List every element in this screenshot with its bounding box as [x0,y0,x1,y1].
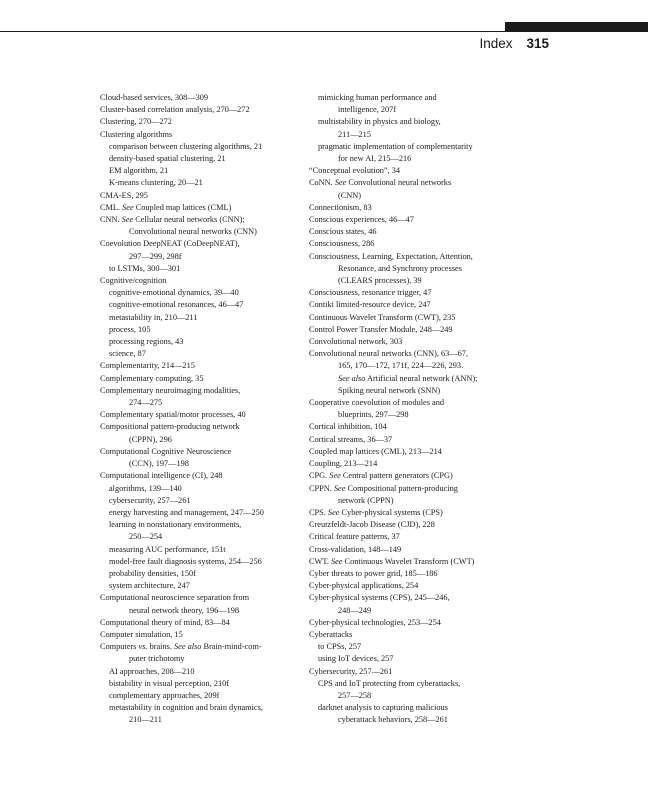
index-entry: Cluster-based correlation analysis, 270—272 [100,105,250,115]
index-entry: Complementary spatial/motor processes, 40 [100,410,246,420]
index-entry: Clustering, 270—272 [100,117,172,127]
index-entry: Computational theory of mind, 83—84 [100,617,230,627]
index-entry: darknet analysis to capturing malicious [318,703,448,713]
index-entry: processing regions, 43 [109,337,184,347]
index-entry: puter trichotomy [129,654,185,664]
index-entry: Critical feature patterns, 37 [309,532,400,542]
index-entry: (CPPN), 296 [129,434,172,444]
index-entry: CPS and IoT protecting from cyberattacks, [318,678,461,688]
index-entry: blueprints, 297—298 [338,410,409,420]
index-entry: 211—215 [338,129,371,139]
index-entry: (CLEARS processes), 39 [338,276,422,286]
index-entry: cognitive-emotional resonances, 46—47 [109,300,244,310]
index-entry: See also Artificial neural network (ANN); [338,373,478,383]
index-entry: CML. See Coupled map lattices (CML) [100,202,232,212]
index-entry: 165, 170—172, 171f, 224—226, 293. [338,361,464,371]
index-entry: metastability in cognition and brain dynamics, [109,703,263,713]
index-column-right [309,92,509,727]
index-entry: cybersecurity, 257—261 [109,495,191,505]
index-entry: Convolutional neural networks (CNN) [129,227,257,237]
index-entry: 274—275 [129,398,163,408]
index-entry: Conscious states, 46 [309,227,377,237]
index-entry: Computer simulation, 15 [100,629,183,639]
index-entry: CoNN. See Convolutional neural networks [309,178,452,188]
index-entry: neural network theory, 196—198 [129,605,240,615]
index-entry: Cyberattacks [309,629,353,639]
index-entry: Coevolution DeepNEAT (CoDeepNEAT), [100,239,240,249]
index-entry: Consciousness, 286 [309,239,375,249]
index-entry: learning in nonstationary environments, [109,520,242,530]
index-entry: for new AI, 215—216 [338,154,412,164]
index-entry: EM algorithm, 21 [109,166,169,176]
index-entry: Convolutional network, 303 [309,337,403,347]
index-entry: network (CPPN) [338,495,394,505]
index-entry: Cybersecurity, 257—261 [309,666,393,676]
index-entry: Resonance, and Synchrony processes [338,263,462,273]
header-rule [0,31,648,32]
index-entry: CPG. See Central pattern generators (CPG) [309,471,453,481]
index-entry: CNN. See Cellular neural networks (CNN); [100,215,245,225]
index-entry: Cortical inhibition, 104 [309,422,387,432]
index-entry: multistability in physics and biology, [318,117,441,127]
index-entry: Complementary neuroimaging modalities, [100,385,241,395]
index-entry: Conscious experiences, 46—47 [309,215,414,225]
index-entry: Connectionism, 83 [309,202,372,212]
index-entry: to LSTMs, 300—301 [109,263,181,273]
index-entry: Cortical streams, 36—37 [309,434,393,444]
index-entry: Consciousness, Learning, Expectation, Attention, [309,251,473,261]
index-entry: 248—249 [338,605,372,615]
index-entry: Cooperative coevolution of modules and [309,398,445,408]
index-entry: Coupled map lattices (CML), 213—214 [309,446,442,456]
index-entry: Cognitive/cognition [100,276,167,286]
index-entry: Contiki limited-resource device, 247 [309,300,431,310]
index-entry: Creutzfeldt-Jacob Disease (CJD), 228 [309,520,435,530]
index-entry: science, 87 [109,349,146,359]
index-entry: pragmatic implementation of complementarity [318,141,473,151]
index-entry: Consciousness, resonance trigger, 47 [309,288,432,298]
index-entry: comparison between clustering algorithms, 21 [109,141,263,151]
index-entry: 257—258 [338,690,372,700]
index-entry: energy harvesting and management, 247—250 [109,507,264,517]
index-entry: Continuous Wavelet Transform (CWT), 235 [309,312,456,322]
index-entry: probability densities, 150f [109,568,196,578]
index-entry: measuring AUC performance, 151t [109,544,226,554]
index-entry: 297—299, 298f [129,251,182,261]
index-entry: cyberattack behaviors, 258—261 [338,715,448,725]
index-entry: CPS. See Cyber-physical systems (CPS) [309,507,443,517]
index-entry: Clustering algorithms [100,129,173,139]
index-entry: metastability in, 210—211 [109,312,198,322]
index-entry: CPPN. See Compositional pattern-producing [309,483,458,493]
index-entry: Complementary computing, 35 [100,373,204,383]
index-entry: Cyber-physical systems (CPS), 245—246, [309,593,450,603]
index-entry: Cyber-physical applications, 254 [309,581,419,591]
index-entry: Spiking neural network (SNN) [338,385,441,395]
index-entry: using IoT devices, 257 [318,654,394,664]
index-entry: Computers vs. brains. See also Brain-mind-com- [100,642,262,652]
index-entry: CMA-ES, 295 [100,190,148,200]
index-entry: model-free fault diagnosis systems, 254—256 [109,556,262,566]
index-entry: bistability in visual perception, 210f [109,678,230,688]
index-entry: CWT. See Continuous Wavelet Transform (CWT) [309,556,475,566]
index-entry: to CPSs, 257 [318,642,362,652]
index-entry: AI approaches, 208—210 [109,666,195,676]
index-entry: algorithms, 139—140 [109,483,182,493]
index-entry: Cyber threats to power grid, 185—186 [309,568,438,578]
index-entry: Computational intelligence (CI), 248 [100,471,223,481]
index-entry: Computational Cognitive Neuroscience [100,446,232,456]
index-entry: intelligence, 207f [338,105,397,115]
index-entry: process, 105 [109,324,151,334]
index-entry: complementary approaches, 209f [109,690,220,700]
index-entry: mimicking human performance and [318,93,437,102]
index-entry: Cross-validation, 148—149 [309,544,402,554]
index-entry: Cloud-based services, 308—309 [100,93,209,102]
index-entry: Coupling, 213—214 [309,459,378,469]
index-entry: K-means clustering, 20—21 [109,178,203,188]
index-entry: (CCN), 197—198 [129,459,189,469]
index-entry: Compositional pattern-producing network [100,422,240,432]
index-entry: Convolutional neural networks (CNN), 63—67, [309,349,469,359]
page-number: 315 [526,36,549,51]
index-entry: system architecture, 247 [109,581,190,591]
header-bar [505,22,648,31]
index-entry: Cyber-physical technologies, 253—254 [309,617,441,627]
index-entry: cognitive-emotional dynamics, 39—40 [109,288,239,298]
index-entry: (CNN) [338,190,362,200]
index-entry: 250—254 [129,532,163,542]
index-entry: Complementarity, 214—215 [100,361,195,371]
index-column-left [100,92,300,727]
index-entry: Computational neuroscience separation from [100,593,250,603]
section-title: Index [479,36,513,51]
index-entry: 210—211 [129,715,162,725]
index-entry: “Conceptual evolution”, 34 [309,166,401,176]
index-entry: Control Power Transfer Module, 248—249 [309,324,453,334]
running-header [479,36,549,51]
index-entry: density-based spatial clustering, 21 [109,154,226,164]
